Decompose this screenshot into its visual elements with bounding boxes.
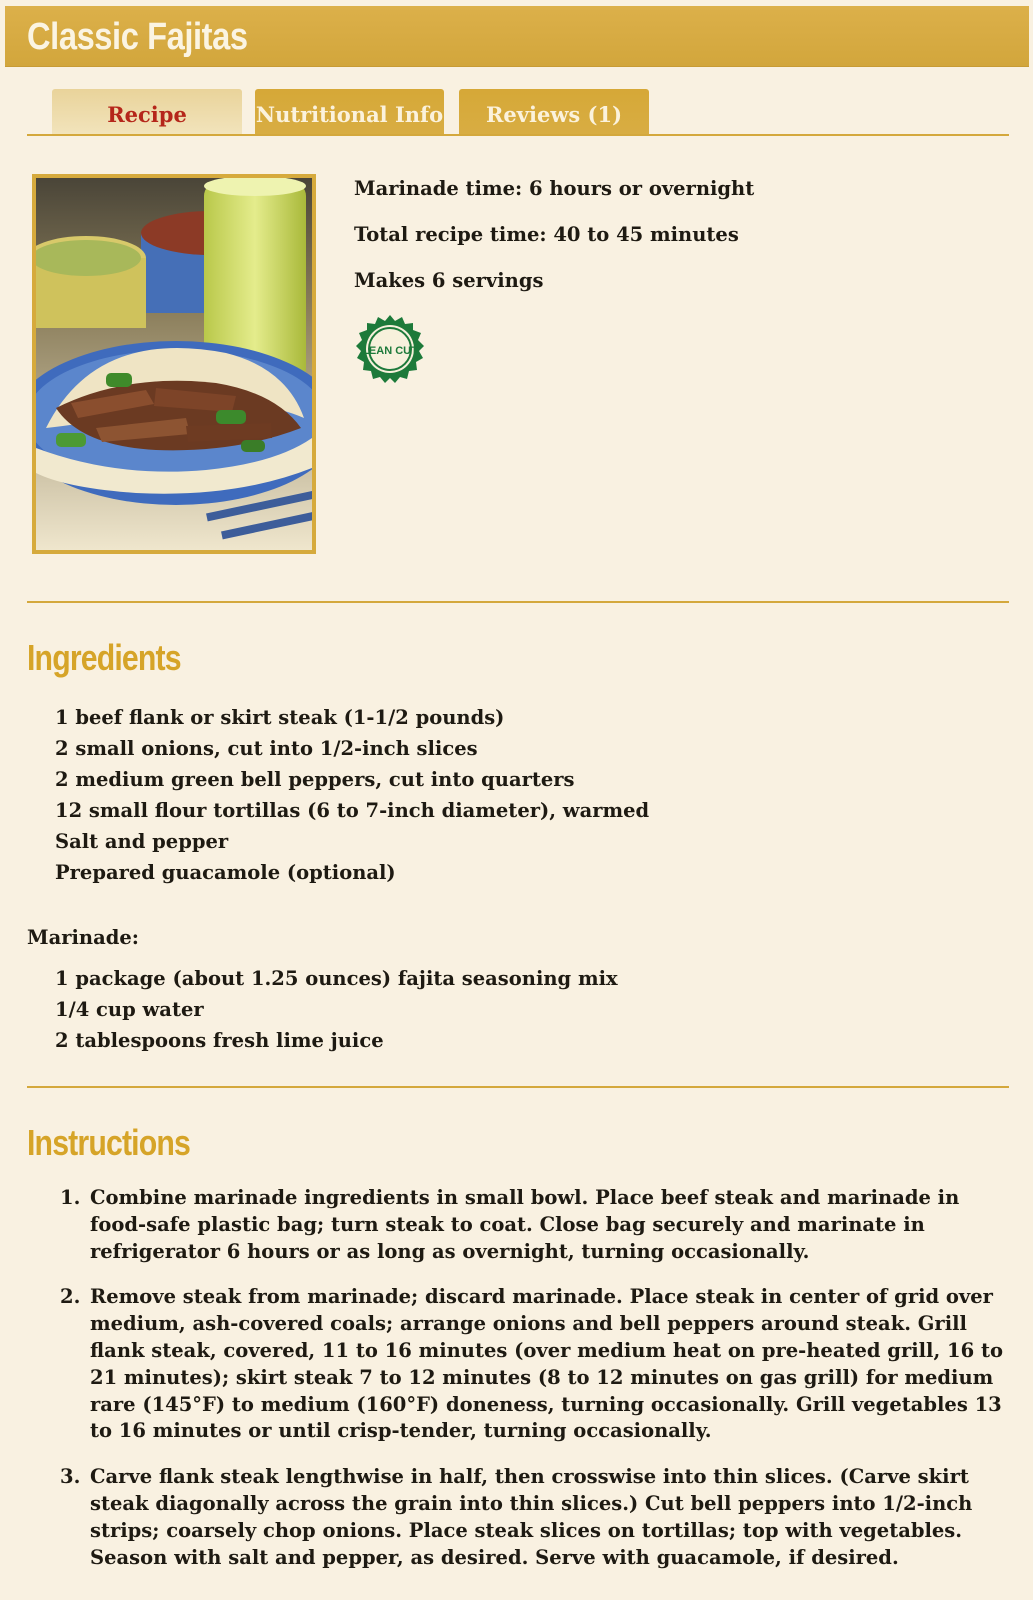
- instruction-step: [60, 1464, 1010, 1571]
- instruction-step: [60, 1284, 1010, 1445]
- page-header: [5, 6, 1029, 66]
- tab-nutritional-info[interactable]: Nutritional Info: [255, 89, 444, 135]
- step-number: 1.: [60, 1186, 81, 1209]
- ingredients-heading: Ingredients: [27, 637, 181, 678]
- instructions-heading: Instructions: [27, 1122, 190, 1163]
- lean-cut-badge-icon: [355, 314, 425, 384]
- list-item: 12 small flour tortillas (6 to 7-inch diameter), warmed: [55, 799, 650, 822]
- list-item: Prepared guacamole (optional): [55, 861, 396, 884]
- ingredients-list: [55, 702, 649, 888]
- step-number: 2.: [60, 1285, 81, 1309]
- instruction-step: [60, 1185, 1010, 1265]
- servings: Makes 6 servings: [354, 269, 544, 292]
- step-text: Carve flank steak lengthwise in half, then crosswise into thin slices. (Carve skirt steak diagonally across the grain into thin slices.) Cut bell peppers into 1/2-inch strips; coarsely chop onions. Place steak slices on tortillas; top with vegetables. Season with salt and pepper, as desired. Serve with guacamole, if desired.: [90, 1465, 973, 1569]
- total-recipe-time: Total recipe time: 40 to 45 minutes: [354, 223, 739, 246]
- list-item: 1 package (about 1.25 ounces) fajita seasoning mix: [55, 967, 618, 990]
- list-item: 1 beef flank or skirt steak (1-1/2 pounds): [55, 706, 505, 729]
- list-item: 1/4 cup water: [55, 998, 204, 1021]
- list-item: 2 small onions, cut into 1/2-inch slices: [55, 737, 478, 760]
- marinade-label: Marinade:: [27, 926, 139, 949]
- tab-reviews[interactable]: Reviews (1): [459, 89, 649, 135]
- tab-underline: [27, 134, 1009, 136]
- list-item: 2 tablespoons fresh lime juice: [55, 1029, 384, 1052]
- fajitas-image: [36, 178, 312, 550]
- divider: [27, 1086, 1009, 1088]
- step-text: Combine marinade ingredients in small bowl. Place beef steak and marinade in food-safe plastic bag; turn steak to coat. Close bag securely and marinate in refrigerator 6 hours or as long as overnight, turning occasionally.: [90, 1186, 960, 1263]
- list-item: Salt and pepper: [55, 830, 229, 853]
- instructions-list: [60, 1185, 1010, 1590]
- page-title: Classic Fajitas: [27, 16, 248, 58]
- marinade-time: Marinade time: 6 hours or overnight: [354, 177, 755, 200]
- step-number: 3.: [60, 1465, 81, 1489]
- tab-recipe[interactable]: Recipe: [52, 89, 242, 135]
- divider: [27, 601, 1009, 603]
- step-text: Remove steak from marinade; discard marinade. Place steak in center of grid over medium, ash-covered coals; arrange onions and bell peppers around steak. Grill flank steak, covered, 11 to 16 minutes (over medium heat on pre-heated grill, 16 to 21 minutes); skirt steak 7 to 12 minutes (8 to 12 minutes on gas grill) for medium rare (145°F) to medium (160°F) doneness, turning occasionally. Grill vegetables 13 to 16 minutes or until crisp-tender, turning occasionally.: [90, 1285, 1003, 1443]
- marinade-list: [55, 963, 618, 1056]
- recipe-photo: [32, 174, 316, 554]
- list-item: 2 medium green bell peppers, cut into quarters: [55, 768, 575, 791]
- badge-text: LEAN CUT: [362, 345, 418, 357]
